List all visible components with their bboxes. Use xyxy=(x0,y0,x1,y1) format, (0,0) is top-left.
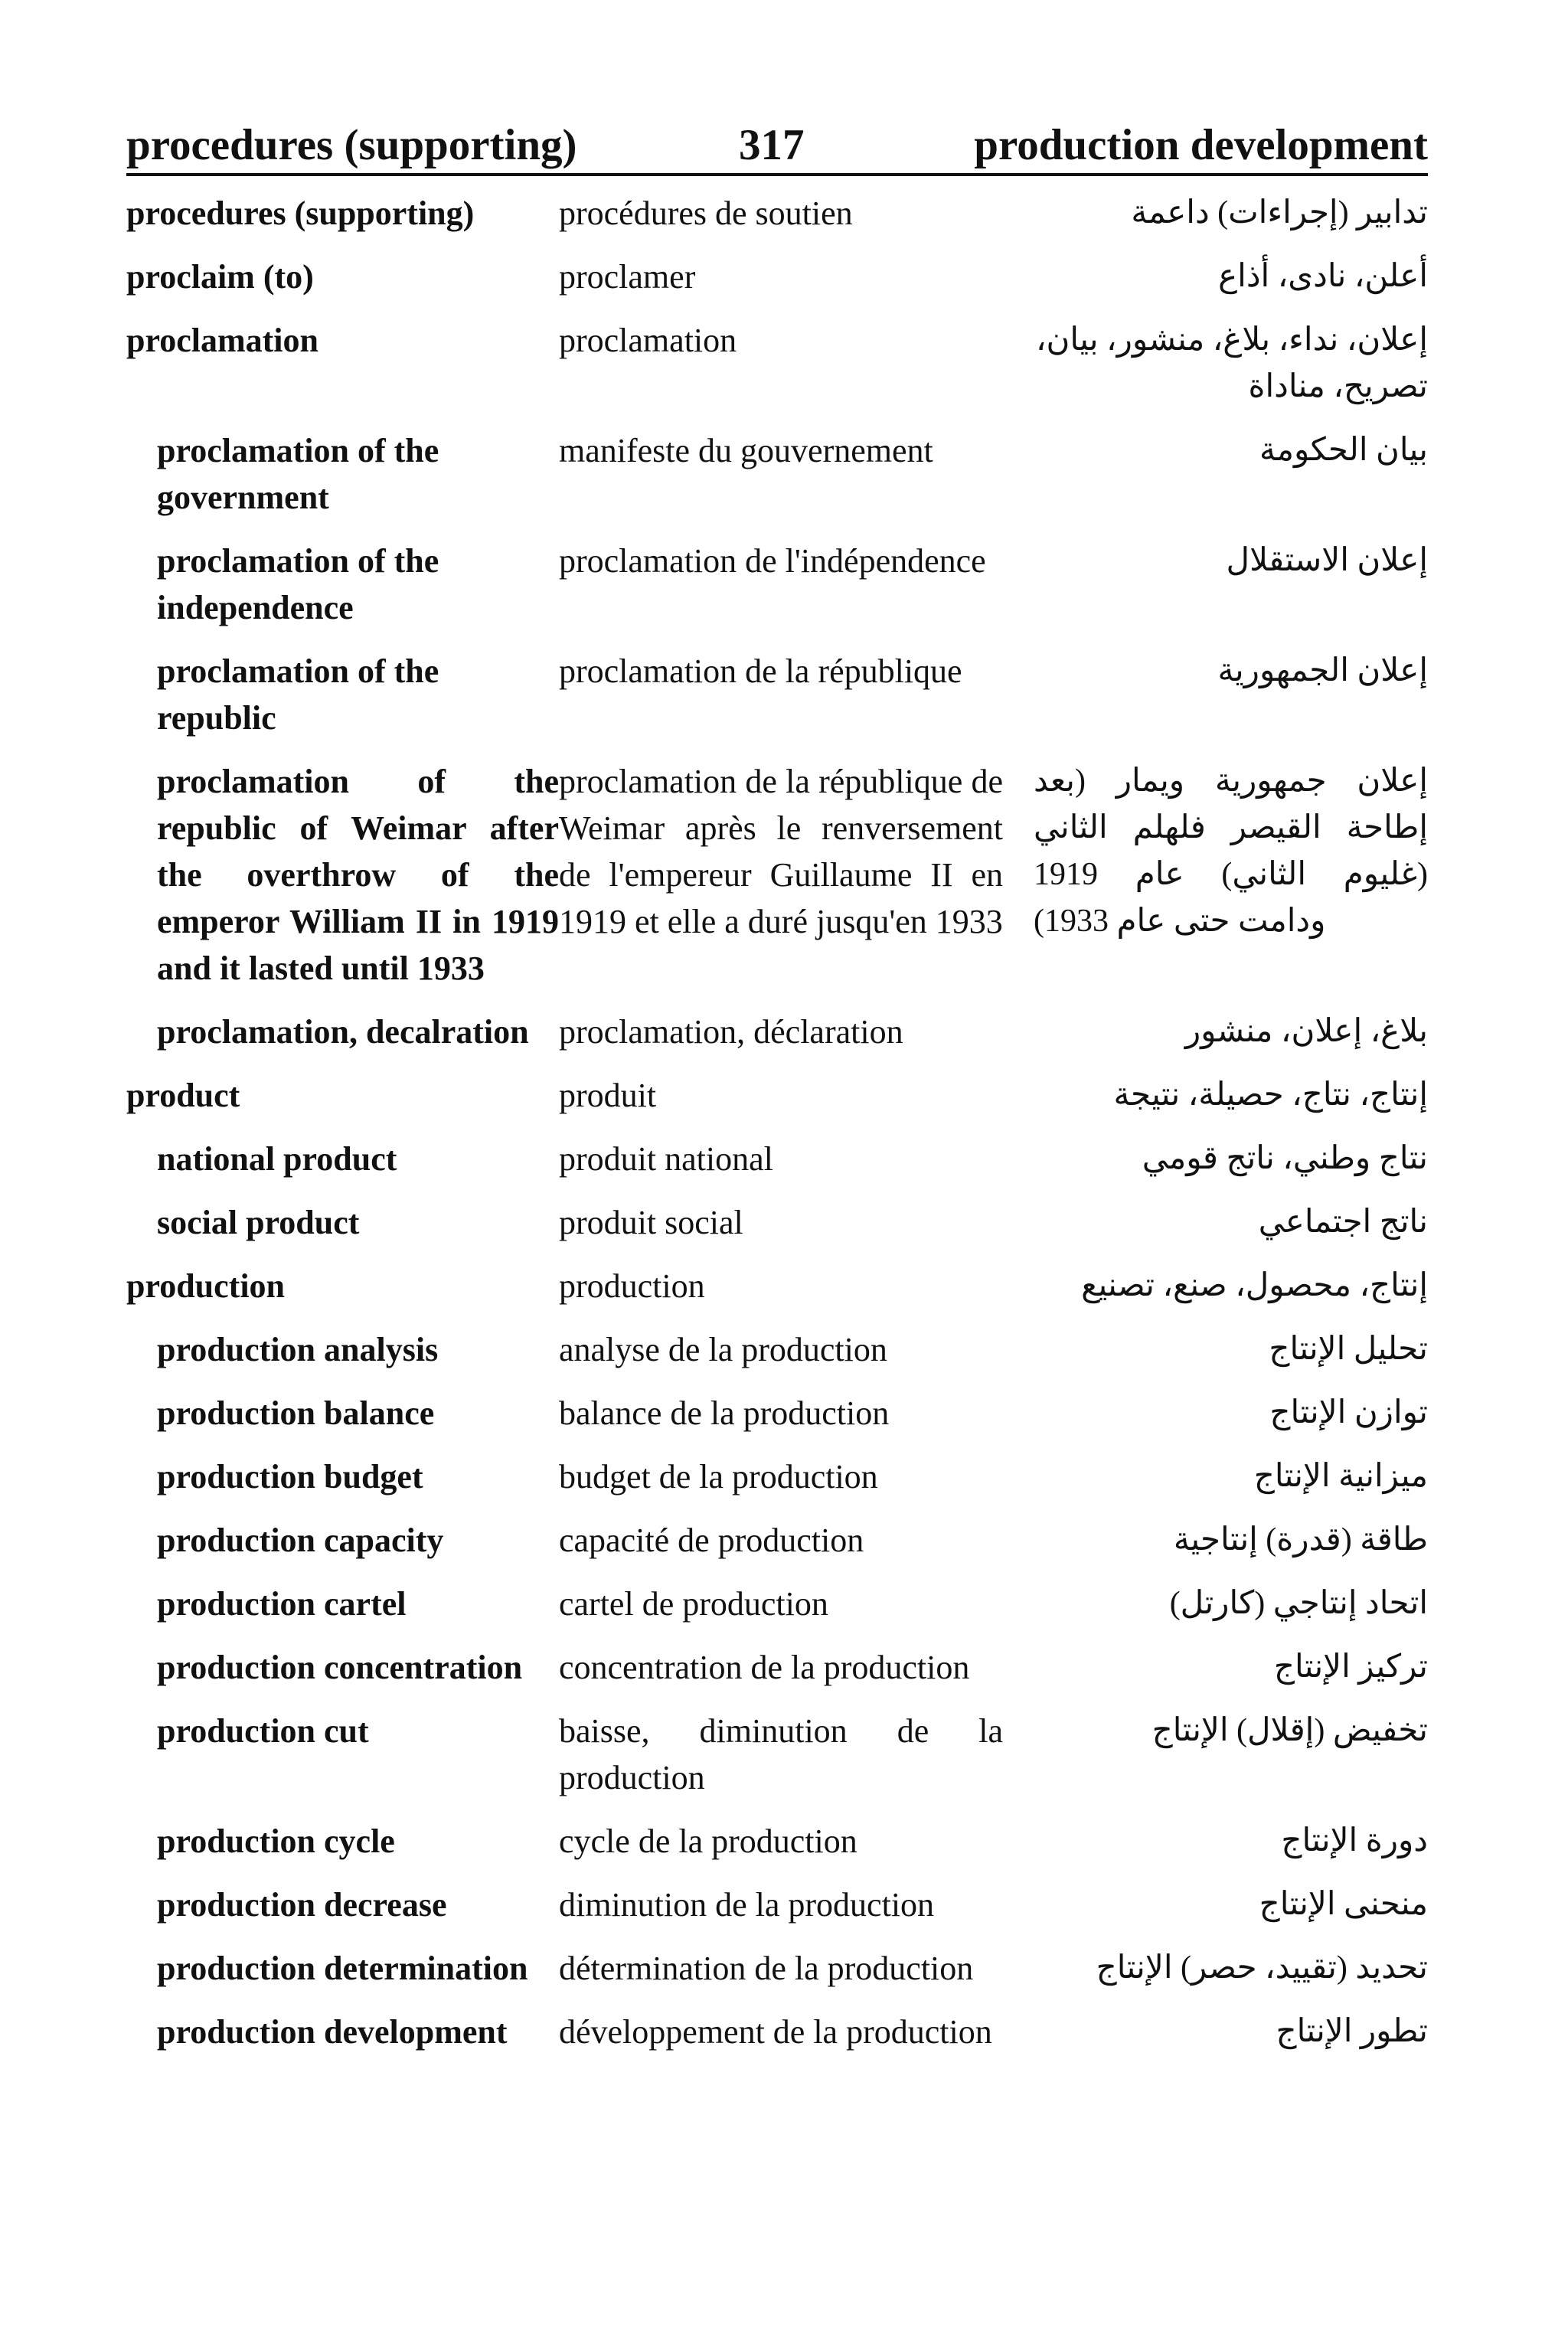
entry-row xyxy=(126,1644,1428,1691)
entry-row xyxy=(126,1945,1428,1992)
entry-arabic: إعلان، نداء، بلاغ، منشور، بيان، تصريح، مناداة xyxy=(1036,322,1428,404)
entry-row xyxy=(126,758,1428,992)
entry-arabic: تحديد (تقييد، حصر) الإنتاج xyxy=(1096,1950,1428,1986)
entry-french: production xyxy=(559,1267,705,1305)
entry-row xyxy=(126,253,1428,300)
entry-arabic: تدابير (إجراءات) داعمة xyxy=(1131,195,1428,230)
entry-french: capacité de production xyxy=(559,1522,864,1559)
entry-french: cycle de la production xyxy=(559,1822,858,1860)
entry-arabic: ناتج اجتماعي xyxy=(1258,1205,1428,1240)
entry-arabic: تطور الإنتاج xyxy=(1276,2014,1428,2049)
entry-english: proclamation of the republic of Weimar after the overthrow of the emperor William II in 1919 and it lasted until 1933 xyxy=(157,763,559,987)
entry-french: analyse de la production xyxy=(559,1331,887,1368)
entry-row xyxy=(126,427,1428,521)
entry-english: procedures (supporting) xyxy=(126,194,475,232)
entry-row xyxy=(126,1881,1428,1928)
entry-french: détermination de la production xyxy=(559,1950,974,1987)
entry-row xyxy=(126,1008,1428,1055)
entry-english: production capacity xyxy=(157,1522,444,1559)
entry-arabic: إعلان الجمهورية xyxy=(1217,653,1428,688)
entry-arabic: نتاج وطني، ناتج قومي xyxy=(1142,1141,1428,1176)
entry-english: production balance xyxy=(157,1394,435,1432)
entry-english: proclamation of the independence xyxy=(157,542,439,626)
entry-arabic: اتحاد إنتاجي (كارتل) xyxy=(1169,1586,1428,1621)
entry-english: proclamation of the government xyxy=(157,432,439,516)
entry-row xyxy=(126,1199,1428,1246)
entry-french: proclamer xyxy=(559,258,696,296)
entry-french: proclamation de l'indépendence xyxy=(559,542,986,580)
entry-french: produit xyxy=(559,1077,657,1114)
header-underline xyxy=(126,173,1428,176)
entry-english: production decrease xyxy=(157,1886,447,1924)
entry-arabic: منحنى الإنتاج xyxy=(1259,1887,1428,1922)
entry-english: production budget xyxy=(157,1458,423,1495)
entry-arabic: إنتاج، محصول، صنع، تصنيع xyxy=(1081,1268,1428,1303)
entry-arabic: ميزانية الإنتاج xyxy=(1253,1459,1428,1494)
entry-french: cartel de production xyxy=(559,1585,828,1623)
entry-arabic: توازن الإنتاج xyxy=(1269,1395,1428,1430)
entry-english: production determination xyxy=(157,1950,528,1987)
entry-english: production cut xyxy=(157,1712,369,1750)
header-right-guide-word: production development xyxy=(974,121,1428,169)
entry-row xyxy=(126,1390,1428,1437)
entry-arabic: تركيز الإنتاج xyxy=(1273,1649,1428,1685)
entry-french: proclamation de la république xyxy=(559,652,962,690)
entry-french: développement de la production xyxy=(559,2013,992,2051)
entry-arabic: إنتاج، نتاج، حصيلة، نتيجة xyxy=(1113,1077,1428,1113)
entry-row xyxy=(126,538,1428,631)
entry-english: proclamation, decalration xyxy=(157,1013,529,1051)
entry-english: social product xyxy=(157,1204,360,1241)
entry-english: production xyxy=(126,1267,286,1305)
entry-list xyxy=(126,190,1428,2072)
entry-french: produit national xyxy=(559,1140,773,1178)
entry-english: proclaim (to) xyxy=(126,258,314,296)
entry-row xyxy=(126,1263,1428,1309)
entry-row xyxy=(126,1453,1428,1500)
entry-french: balance de la production xyxy=(559,1394,890,1432)
entry-row xyxy=(126,1708,1428,1801)
entry-row xyxy=(126,1580,1428,1627)
entry-french: manifeste du gouvernement xyxy=(559,432,933,469)
entry-row xyxy=(126,2009,1428,2055)
entry-french: proclamation xyxy=(559,322,737,359)
entry-row xyxy=(126,317,1428,410)
entry-row xyxy=(126,190,1428,237)
entry-french: produit social xyxy=(559,1204,743,1241)
entry-english: production development xyxy=(157,2013,508,2051)
entry-row xyxy=(126,648,1428,741)
entry-arabic: طاقة (قدرة) إنتاجية xyxy=(1173,1522,1428,1558)
entry-english: proclamation xyxy=(126,322,318,359)
entry-french: proclamation de la république de Weimar après le renversement de l'empereur Guillaume II en 1919 et elle a duré jusqu'en 1933 xyxy=(559,763,1003,940)
entry-arabic: تحليل الإنتاج xyxy=(1269,1332,1428,1367)
page-number: 317 xyxy=(739,121,805,169)
entry-arabic: أعلن، نادى، أذاع xyxy=(1218,259,1428,294)
entry-french: diminution de la production xyxy=(559,1886,935,1924)
entry-row xyxy=(126,1072,1428,1119)
entry-french: concentration de la production xyxy=(559,1649,970,1686)
entry-arabic: دورة الإنتاج xyxy=(1281,1823,1428,1858)
entry-row xyxy=(126,1136,1428,1182)
entry-english: production cartel xyxy=(157,1585,407,1623)
entry-row xyxy=(126,1326,1428,1373)
header-left-guide-word: procedures (supporting) xyxy=(126,121,577,169)
entry-row xyxy=(126,1517,1428,1564)
entry-english: proclamation of the republic xyxy=(157,652,439,737)
entry-arabic: بيان الحكومة xyxy=(1259,433,1428,468)
entry-row xyxy=(126,1818,1428,1865)
entry-arabic: إعلان الاستقلال xyxy=(1226,543,1428,578)
entry-arabic: تخفيض (إقلال) الإنتاج xyxy=(1152,1713,1428,1748)
entry-english: product xyxy=(126,1077,240,1114)
entry-english: production analysis xyxy=(157,1331,439,1368)
entry-english: production concentration xyxy=(157,1649,523,1686)
entry-french: budget de la production xyxy=(559,1458,878,1495)
entry-french: procédures de soutien xyxy=(559,194,853,232)
entry-arabic: بلاغ، إعلان، منشور xyxy=(1184,1014,1428,1049)
entry-french: baisse, diminution de la production xyxy=(559,1712,1003,1796)
running-header xyxy=(126,115,1428,176)
entry-arabic: إعلان جمهورية ويمار (بعد إطاحة القيصر فلهلم الثاني (غليوم الثاني) عام 1919 ودامت حتى عام 1933) xyxy=(1034,763,1428,939)
entry-french: proclamation, déclaration xyxy=(559,1013,903,1051)
entry-english: production cycle xyxy=(157,1822,395,1860)
entry-english: national product xyxy=(157,1140,397,1178)
